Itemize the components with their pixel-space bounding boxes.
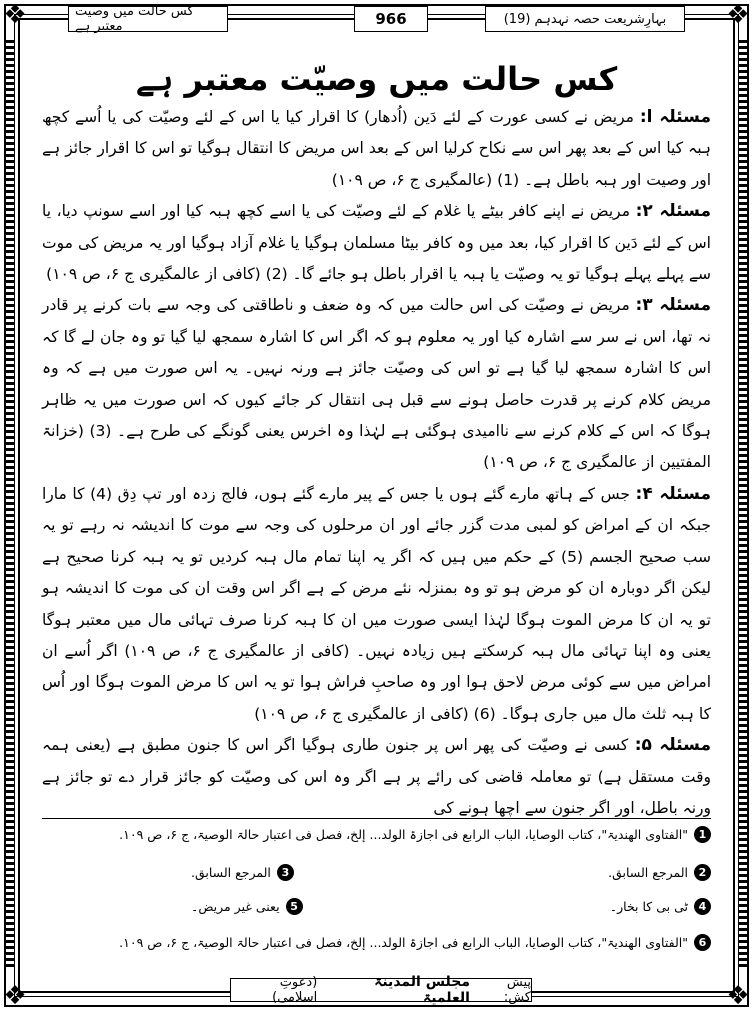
masala-paragraph [42,479,711,730]
footnote [42,826,711,843]
masala-label: مسئلہ ۲: [635,201,711,222]
corner-ornament-icon: ❖ [3,981,27,1011]
running-header [28,6,725,34]
footnote-number: 4 [694,898,711,915]
footnote-number: 3 [277,864,294,881]
header-section-title: کس حالت میں وصیت معتبر ہے [68,6,228,32]
publisher-footer [230,974,532,1006]
footnote [42,934,711,951]
footnote-text: "الفتاوی الھندیۃ"، کتاب الوصایا، الباب الرابع فی اجازۃ الولد... إلخ، فصل فی اعتبار حالۃ الوصیۃ، ج ۶، ص ۱۰۹. [119,935,688,950]
footnote-row [42,898,711,915]
masala-paragraph [42,196,711,290]
side-ornament [739,40,747,970]
page-number: 966 [354,6,428,32]
masala-paragraph [42,102,711,196]
corner-ornament-icon: ❖ [3,0,27,30]
masala-paragraph [42,290,711,478]
masala-label: مسئلہ ۳: [635,295,711,316]
masala-label: مسئلہ ۴: [635,483,711,504]
masala-text: مریض نے کسی عورت کے لئے دَین (اُدھار) کا اقرار کیا یا اس کے لئے وصیّت کی یا اُسے کچھ ہبہ کیا اس کے بعد پھر اس سے نکاح کرلیا اس کے بعد اس مریض کا انتقال ہوگیا تو اس کا اقرار جائز ہے اور وصیت اور ہبہ باطل ہے۔ (1) (عالمگیری ج ۶، ص ۱۰۹) [42,108,711,189]
footnote-text: ٹی بی کا بخار۔ [609,899,688,914]
footnote-divider [42,818,711,819]
masala-label: مسئلہ ۵: [634,735,711,756]
publisher-org: (دعوتِ اسلامی) [272,975,318,1005]
footnote-row [42,864,711,881]
footnote-number: 5 [286,898,303,915]
publisher-prefix: پیش کش: [503,975,531,1005]
header-book-title: بہارِشریعت حصہ نہدہم (19) [485,6,685,32]
masala-text: مریض نے اپنے کافر بیٹے یا غلام کے لئے وصیّت کی یا اسے کچھ ہبہ کیا اور اسے سونپ دیا، یا اس کے لئے دَین کا اقرار کیا، بعد میں وہ کافر بیٹا مسلمان ہوگیا یا غلام آزاد ہوگیا اور یہ مریض کی موت سے پہلے پہلے ہوگیا تو یہ وصیّت یا ہبہ یا اقرار باطل ہو جائے گا۔ (2) (کافی از عالمگیری ج ۶، ص ۱۰۹) [42,202,711,284]
masala-text: کسی نے وصیّت کی پھر اس پر جنون طاری ہوگیا اگر اس کا جنون مطبق ہے (یعنی ہمہ وقت مستقل ہے) تو معاملہ قاضی کی رائے پر ہے اگر وہ اس کی وصیّت کو جائز قرار دے تو جائز ہے ورنہ باطل، اور اگر جنون سے اچھا ہونے کی [42,736,711,817]
main-text [42,102,711,824]
masala-paragraph [42,730,711,824]
footnote-number: 2 [694,864,711,881]
footnote-text: "الفتاوی الھندیۃ"، کتاب الوصایا، الباب الرابع فی اجازۃ الولد... إلخ، فصل فی اعتبار حالۃ الوصیۃ، ج ۶، ص ۱۰۹. [119,827,688,842]
corner-ornament-icon: ❖ [726,0,750,30]
side-ornament [6,40,14,970]
footnote-text: المرجع السابق. [191,865,271,880]
publisher-name: مجلس المدینۃ العلمیۃ [374,974,470,1006]
masala-text: مریض نے وصیّت کی اس حالت میں کہ وہ ضعف و ناطاقتی کی وجہ سے بات کرنے پر قادر نہ تھا، اس نے سر سے اشارہ کیا اور یہ معلوم ہو کہ اگر اس کا اشارہ سمجھ لیا گیا تو وہ جان لے گا کہ اس کا اشارہ سمجھ لیا گیا ہے تو اس کی وصیّت جائز ہے ورنہ نہیں۔ یہ اس صورت میں ہے کہ وہ مریض کلام کرنے پر قدرت حاصل ہونے سے قبل ہی انتقال کر جائے کیوں کہ اس صورت میں یہ ظاہر ہوگا کہ اس کے کلام کرنے سے ناامیدی ہوگئی ہے لہٰذا وہ اخرس یعنی گونگے کی طرح ہے۔ (3) (خزانۃ المفتیین از عالمگیری ج ۶، ص ۱۰۹) [42,296,712,472]
footnote-number: 6 [694,934,711,951]
page-title: کس حالت میں وصیّت معتبر ہے [135,60,618,98]
masala-label: مسئلہ ا: [639,107,711,127]
masala-text: جس کے ہاتھ مارے گئے ہوں یا جس کے پیر مارے گئے ہوں، فالج زدہ اور تپ دِق (4) کا مارا جبکہ ان کے امراض کو لمبی مدت گزر جائے اور ان مرحلوں کی وجہ سے موت کا اندیشہ نہ رہے تو یہ سب صحیح الجسم (5) کے حکم میں ہیں کہ اگر یہ اپنا تمام مال ہبہ کردیں تو یہ ہبہ کرنا صحیح ہے لیکن اگر دوبارہ ان کو مرض ہو تو وہ بمنزلہ نئے مرض کے ہے اگر اس وقت ان کی موت کا اندیشہ ہو تو یہ ان کا مرض الموت ہوگا لہٰذا ایسی صورت میں ان کا ہبہ کرنا صرف تہائی مال میں معتبر ہوگا یعنی وہ اپنا تہائی مال ہبہ کرسکتے ہیں زیادہ نہیں۔ (کافی از عالمگیری ج ۶، ص ۱۰۹) اگر اُسے ان امراض میں سے کوئی مرض لاحق ہوا اور وہ صاحبِ فراش ہوا تو یہ اس کا مرض الموت ہوگا اور اُس کا ہبہ ثلث مال میں جاری ہوگا۔ (6) (کافی از عالمگیری ج ۶، ص ۱۰۹) [42,484,711,723]
footnote-number: 1 [694,826,711,843]
footnote-text: یعنی غیر مریض۔ [191,899,280,914]
corner-ornament-icon: ❖ [726,981,750,1011]
footnote-text: المرجع السابق. [608,865,688,880]
